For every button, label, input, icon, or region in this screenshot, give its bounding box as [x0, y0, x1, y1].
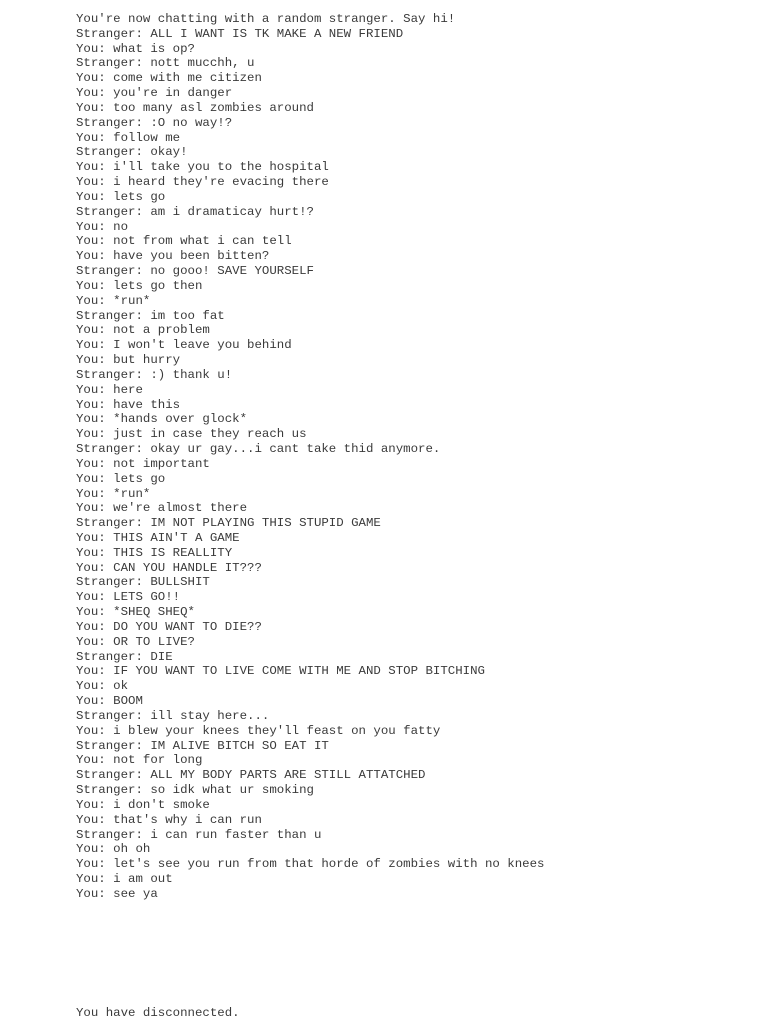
chat-message: You: not important: [76, 456, 210, 471]
chat-message: You: not for long: [76, 753, 203, 768]
chat-message: You: lets go then: [76, 278, 203, 293]
chat-message: You: ok: [76, 679, 129, 694]
chat-message: You: have you been bitten?: [76, 249, 270, 264]
chat-message: Stranger: ill stay here...: [76, 708, 270, 723]
chat-message: You: have this: [76, 397, 181, 412]
chat-message: Stranger: am i dramaticay hurt!?: [76, 204, 314, 219]
chat-message: You: here: [76, 382, 143, 397]
chat-message: You: what is op?: [76, 41, 195, 56]
chat-message: Stranger: so idk what ur smoking: [76, 783, 314, 798]
chat-message: You: come with me citizen: [76, 71, 262, 86]
chat-message: You: I won't leave you behind: [76, 338, 292, 353]
chat-message: You: LETS GO!!: [76, 590, 181, 605]
chat-message: Stranger: BULLSHIT: [76, 575, 210, 590]
chat-message: Stranger: i can run faster than u: [76, 827, 322, 842]
chat-message: You: not a problem: [76, 323, 210, 338]
chat-message: You: lets go: [76, 471, 166, 486]
chat-message: Stranger: im too fat: [76, 308, 225, 323]
chat-message: Stranger: ALL MY BODY PARTS ARE STILL ATTATCHED: [76, 768, 426, 783]
chat-message: Stranger: :) thank u!: [76, 367, 233, 382]
chat-message: You: BOOM: [76, 694, 143, 709]
chat-message: You: i don't smoke: [76, 797, 210, 812]
chat-message: You: DO YOU WANT TO DIE??: [76, 619, 262, 634]
chat-message: You: but hurry: [76, 353, 181, 368]
chat-message: You: no: [76, 219, 129, 234]
chat-message: Stranger: ALL I WANT IS TK MAKE A NEW FRIEND: [76, 26, 404, 41]
chat-message: You: oh oh: [76, 842, 151, 857]
chat-message: Stranger: nott mucchh, u: [76, 56, 255, 71]
chat-message: You: not from what i can tell: [76, 234, 292, 249]
chat-message: You: just in case they reach us: [76, 427, 307, 442]
chat-message: You: *SHEQ SHEQ*: [76, 605, 195, 620]
chat-log: [76, 12, 756, 902]
chat-message: You: you're in danger: [76, 86, 233, 101]
chat-message: You: IF YOU WANT TO LIVE COME WITH ME AND STOP BITCHING: [76, 664, 485, 679]
chat-message: You: *run*: [76, 486, 151, 501]
chat-message: You: OR TO LIVE?: [76, 634, 195, 649]
system-message: You're now chatting with a random stranger. Say hi!: [76, 12, 456, 26]
chat-message: You: that's why i can run: [76, 812, 262, 827]
chat-message: You: CAN YOU HANDLE IT???: [76, 560, 262, 575]
chat-message: Stranger: :O no way!?: [76, 115, 233, 130]
chat-message: You: i am out: [76, 872, 173, 887]
chat-message: You: THIS AIN'T A GAME: [76, 530, 240, 545]
chat-message: Stranger: okay!: [76, 145, 188, 160]
disconnect-status-message: You have disconnected.: [76, 1006, 240, 1020]
chat-message: You: *hands over glock*: [76, 412, 248, 427]
chat-message: You: follow me: [76, 130, 181, 145]
chat-message: Stranger: okay ur gay...i cant take thid anymore.: [76, 442, 441, 457]
chat-message: Stranger: no gooo! SAVE YOURSELF: [76, 264, 314, 279]
chat-message: You: let's see you run from that horde of zombies with no knees: [76, 857, 545, 872]
chat-message: You: *run*: [76, 293, 151, 308]
chat-message: Stranger: IM NOT PLAYING THIS STUPID GAME: [76, 516, 381, 531]
chat-message: You: i'll take you to the hospital: [76, 160, 329, 175]
chat-message: Stranger: DIE: [76, 649, 173, 664]
chat-message: You: see ya: [76, 886, 158, 901]
chat-message: You: THIS IS REALLITY: [76, 545, 233, 560]
chat-message: You: too many asl zombies around: [76, 100, 314, 115]
chat-message: You: i heard they're evacing there: [76, 175, 329, 190]
chat-message: Stranger: IM ALIVE BITCH SO EAT IT: [76, 738, 329, 753]
chat-message: You: i blew your knees they'll feast on you fatty: [76, 723, 441, 738]
chat-message: You: we're almost there: [76, 501, 248, 516]
chat-message: You: lets go: [76, 189, 166, 204]
